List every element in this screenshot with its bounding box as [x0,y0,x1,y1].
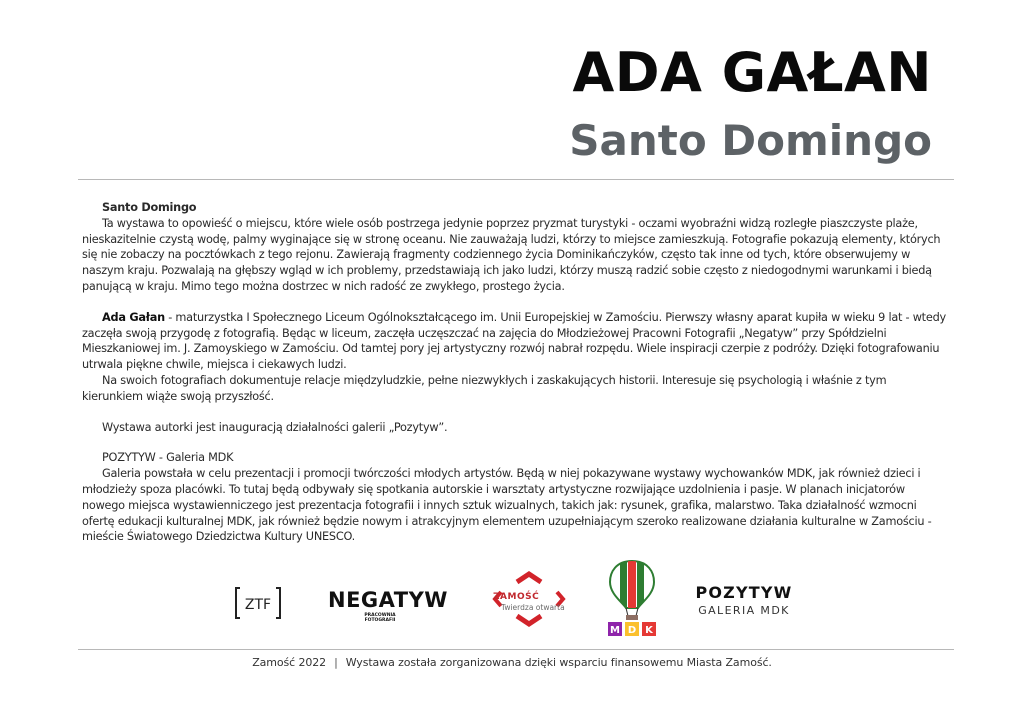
ztf-logo [232,586,284,618]
ztf-logo-text: ZTF [244,597,272,613]
page-title: ADA GAŁAN [572,41,932,104]
mdk-letter-k: K [645,625,653,636]
gallery-heading: POZYTYW - Galeria MDK [102,451,234,465]
author-name: Ada Gałan [102,310,165,324]
paragraph-gap [82,405,950,420]
pozytyw-logo [692,583,796,619]
mdk-letter-m: M [610,625,620,636]
author-bio: - maturzystka I Społecznego Liceum Ogólnokształcącego im. Unii Europejskiej w Zamościu. Pierwszy własny aparat kupiła w wieku 9 lat - wtedy zaczęła swoją przygodę z fotografią. Będąc w liceum, zaczęła uczęszczać na zajęcia do Młodzieżowej Pracowni Fotografii „Negatyw” przy Spółdzielni Mieszkaniowej im. J. Zamoyskiego w Zamościu. Od tamtej pory jej artystyczny rozwój nabrał rozpędu. Wiele inspiracji czerpie z podróży. Dzięki fotografowaniu utrwala piękne chwile, miejsca i ciekawych ludzi. [82,310,946,372]
ztf-logo-mark [232,586,284,620]
body-text [82,200,950,545]
section-heading: Santo Domingo [102,201,197,214]
pozytyw-title: POZYTYW [695,583,793,602]
negatyw-wordmark: NEGATYW [328,588,448,612]
footer [0,656,1024,669]
footer-sponsor-note: Wystawa została zorganizowana dzięki wsparciu finansowemu Miasta Zamość. [345,656,772,669]
negatyw-sub-line2: FOTOGRAFII [364,618,396,623]
top-divider [78,179,954,180]
paragraph-gallery: Galeria powstała w celu prezentacji i promocji twórczości młodych artystów. Będą w niej pokazywane wystawy wychowanków MDK, jak również dzieci i młodzieży spoza placówki. To tutaj będą odbywały się spotkania autorskie i warsztaty artystyczne rozwijające uzdolnienia i pasje. W planach inicjatorów nowego miejsca wystawienniczego jest prezentacja fotografii i innych sztuk wizualnych, takich jak: rysunek, grafika, malarstwo. Taka działalność wzmocni ofertę edukacji kulturalnej MDK, jak również będzie nowym i atrakcyjnym elementem uzupełniającym szeroko realizowane działania kulturalne w Zamościu - mieście Światowego Dziedzictwa Kultury UNESCO. [82,467,932,544]
page-subtitle: Santo Domingo [569,116,932,165]
paragraph-interests: Na swoich fotografiach dokumentuje relacje międzyludzkie, pełne niezwykłych i zaskakujących historii. Interesuje się psychologią i właśnie z tym kierunkiem wiąże swoją przyszłość. [82,373,887,403]
negatyw-subtitle [358,613,402,623]
zamosc-title: ZAMOŚĆ [493,592,540,602]
footer-separator: | [334,656,338,669]
zamosc-logo [487,570,571,628]
mdk-letter-d: D [627,625,637,636]
footer-place-year: Zamość 2022 [252,656,327,669]
paragraph-author [82,310,950,373]
bottom-divider [78,649,954,650]
mdk-balloon-logo [604,558,660,638]
sponsor-logos [0,556,1024,640]
paragraph-gap [82,435,950,450]
negatyw-logo [328,588,458,628]
zamosc-subtitle: Twierdza otwarta [501,603,565,612]
negatyw-sub-line1: PRACOWNIA [364,613,396,618]
paragraph-inauguration: Wystawa autorki jest inauguracją działalności galerii „Pozytyw”. [102,420,448,434]
paragraph-exhibition: Ta wystawa to opowieść o miejscu, które wiele osób postrzega jedynie poprzez pryzmat turystyki - oczami wyobraźni widzą rozległe piaszczyste plaże, nieskazitelnie czystą wodę, palmy wyginające się w stronę oceanu. Nie zauważają ludzi, którzy to miejsce zamieszkują. Fotografie pokazują elementy, których się nie zobaczy na pocztówkach z tego rejonu. Zawierają fragmenty codziennego życia Dominikańczyków, często tak inne od tych, które obserwujemy w naszym kraju. Pozwalają na głębszy wgląd w ich problemy, przedstawiają ich jako ludzi, którzy muszą radzić sobie często z niedogodnymi warunkami i biedą panującą w kraju. Mimo tego można dostrzec w nich radość ze zwykłego, prostego życia. [82,216,941,293]
pozytyw-subtitle: GALERIA MDK [698,604,790,617]
mdk-logo-mark [604,558,660,638]
paragraph-gap [82,295,950,310]
